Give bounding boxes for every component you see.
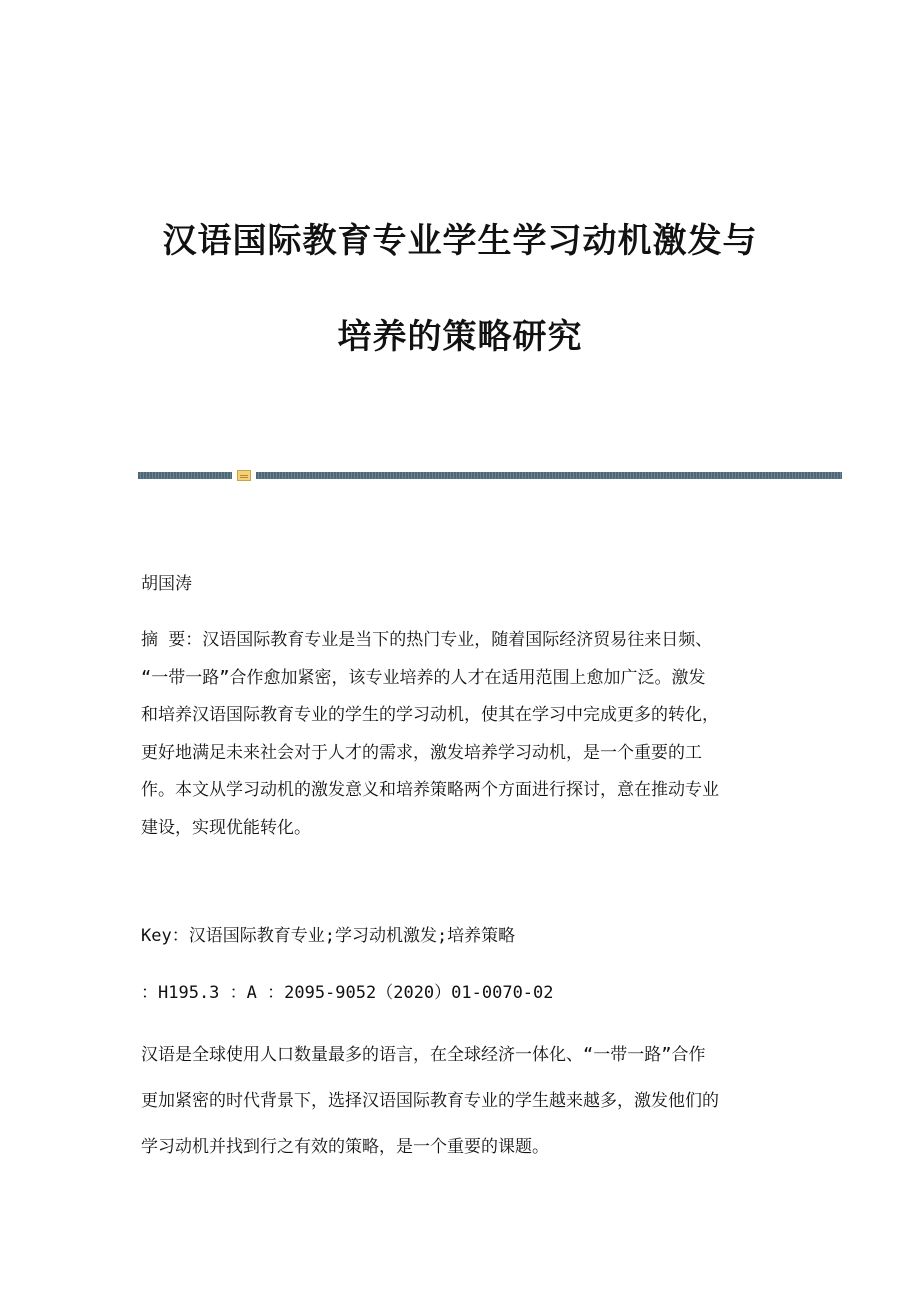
document-title-line-2: 培养的策略研究 (337, 317, 583, 357)
classification-codes: ：H195.3 ：A ：2095-9052（2020）01-0070-02 (141, 983, 554, 1003)
abstract-line: 更好地满足未来社会对于人才的需求，激发培养学习动机，是一个重要的工 (141, 742, 702, 763)
decorative-divider (138, 470, 842, 480)
divider-ornament-icon (237, 470, 251, 481)
abstract-line: 建设，实现优能转化。 (141, 817, 311, 838)
abstract-line: 作。本文从学习动机的激发意义和培养策略两个方面进行探讨，意在推动专业 (141, 780, 719, 800)
abstract-line: 和培养汉语国际教育专业的学生的学习动机，使其在学习中完成更多的转化， (141, 705, 719, 725)
divider-bar-left (138, 472, 232, 479)
body-paragraph (141, 1032, 719, 1170)
abstract-line: 摘 要：汉语国际教育专业是当下的热门专业，随着国际经济贸易往来日频、 (141, 630, 713, 650)
body-line: 汉语是全球使用人口数量最多的语言，在全球经济一体化、“一带一路”合作 (141, 1045, 706, 1065)
divider-bar-right (256, 472, 842, 479)
body-line: 更加紧密的时代背景下，选择汉语国际教育专业的学生越来越多，激发他们的 (141, 1091, 719, 1111)
document-title-line-1: 汉语国际教育专业学生学习动机激发与 (162, 221, 758, 261)
keywords: Key：汉语国际教育专业;学习动机激发;培养策略 (141, 926, 516, 946)
body-line: 学习动机并找到行之有效的策略，是一个重要的课题。 (141, 1137, 549, 1157)
abstract-line: “一带一路”合作愈加紧密，该专业培养的人才在适用范围上愈加广泛。激发 (141, 667, 706, 688)
author-name: 胡国涛 (141, 574, 192, 594)
abstract (141, 622, 719, 847)
